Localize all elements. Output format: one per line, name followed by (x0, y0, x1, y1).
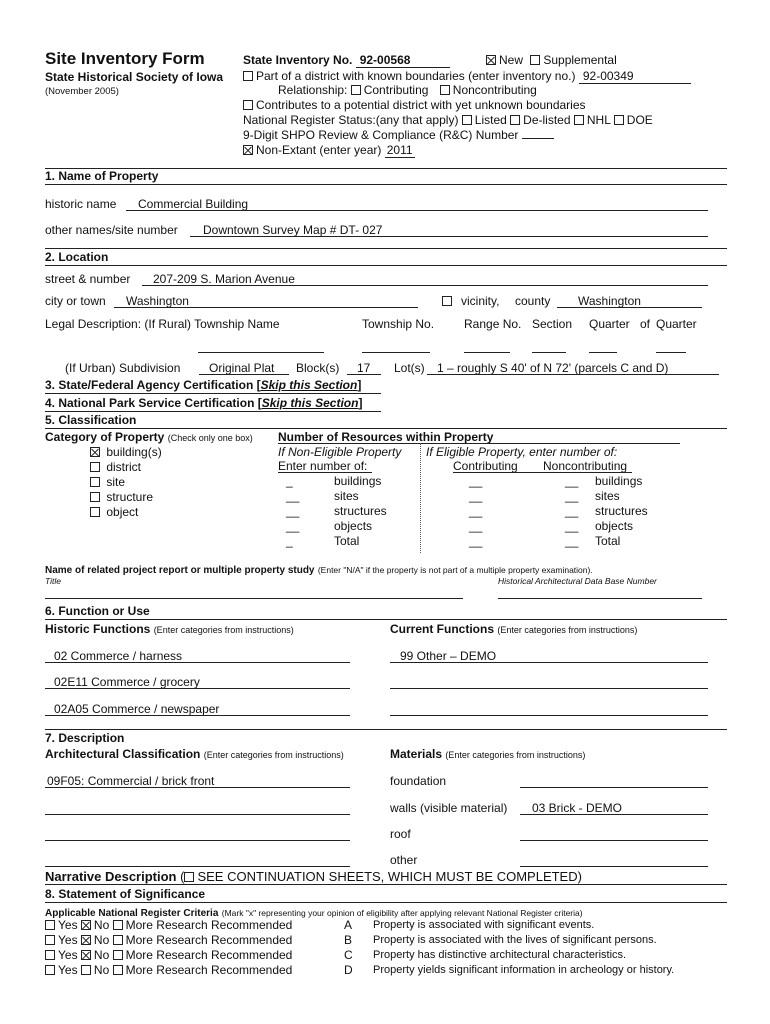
non-eligible-counts[interactable]: _ __ __ __ _ (286, 474, 300, 548)
blocks-value[interactable]: 17 (357, 361, 371, 375)
shpo-number-field[interactable] (522, 138, 554, 139)
noncontributing-counts[interactable]: __ __ __ __ __ (565, 474, 579, 548)
hadb-label: Historical Architectural Data Base Number (498, 576, 657, 586)
potential-district-checkbox[interactable] (243, 100, 253, 110)
criteria-header: Applicable National Register Criteria (Mark "x" representing your opinion of eligibility after applying relevant National Register criteria) (45, 908, 583, 919)
foundation-field[interactable] (520, 787, 708, 788)
category-header: Category of Property (Check only one box) (45, 430, 253, 444)
current-function-2[interactable] (390, 688, 708, 689)
criterion-c-choices[interactable]: Yes No More Research Recommended (45, 948, 292, 963)
district-row: Part of a district with known boundaries (enter inventory no.) 92-00349 (243, 69, 691, 84)
eligible-types: buildings sites structures objects Total (595, 474, 648, 548)
delisted-checkbox[interactable] (510, 115, 520, 125)
roof-label: roof (390, 827, 411, 841)
city-label: city or town (45, 294, 106, 308)
historic-name-value[interactable]: Commercial Building (138, 197, 249, 211)
form-date: (November 2005) (45, 86, 119, 97)
historic-function-1[interactable]: 02 Commerce / harness (54, 649, 183, 663)
vicinity-checkbox[interactable] (442, 296, 452, 306)
range-no-field[interactable] (464, 352, 510, 353)
roof-field[interactable] (520, 840, 708, 841)
category-list (90, 445, 162, 520)
district-checkbox[interactable] (243, 71, 253, 81)
lots-value[interactable]: 1 – roughly S 40' of N 72' (parcels C and D) (437, 361, 669, 375)
arch-class-field-4[interactable] (45, 866, 350, 867)
noncontributing-label: Noncontributing (543, 459, 628, 473)
nr-status-row: National Register Status:(any that apply) Listed De-listed NHL DOE (243, 113, 653, 127)
category-building[interactable]: building(s) (90, 445, 162, 460)
org-name: State Historical Society of Iowa (45, 70, 224, 84)
resources-header: Number of Resources within Property (278, 430, 494, 444)
contributing-checkbox[interactable] (351, 85, 361, 95)
arch-class-header: Architectural Classification (Enter categories from instructions) (45, 747, 344, 761)
category-structure[interactable]: structure (90, 490, 162, 505)
non-extant-row: Non-Extant (enter year) 2011 (243, 143, 415, 158)
section-3-title: 3. State/Federal Agency Certification [Skip this Section] (45, 378, 362, 392)
township-no-field[interactable] (362, 352, 430, 353)
contributing-label: Contributing (453, 459, 518, 473)
new-checkbox[interactable] (486, 55, 496, 65)
criterion-a-choices[interactable]: Yes No More Research Recommended (45, 918, 292, 933)
other-names-label: other names/site number (45, 223, 178, 237)
related-title-field[interactable] (45, 598, 463, 599)
city-value[interactable]: Washington (126, 294, 189, 308)
legal-description-label: Legal Description: (If Rural) Township Name (45, 317, 280, 331)
urban-subdivision-label: (If Urban) Subdivision (65, 361, 181, 375)
quarter-of-field[interactable] (656, 352, 686, 353)
other-field[interactable] (520, 866, 708, 867)
continuation-checkbox[interactable] (184, 872, 194, 882)
arch-class-field-3[interactable] (45, 840, 350, 841)
foundation-label: foundation (390, 774, 447, 788)
arch-class-field-2[interactable] (45, 814, 350, 815)
section-4-title: 4. National Park Service Certification [Skip this Section] (45, 396, 363, 410)
supplemental-checkbox[interactable] (530, 55, 540, 65)
category-object[interactable]: object (90, 505, 162, 520)
walls-value[interactable]: 03 Brick - DEMO (532, 801, 623, 815)
noncontributing-checkbox[interactable] (440, 85, 450, 95)
of-label: of (640, 317, 651, 331)
section-5-title: 5. Classification (45, 413, 137, 427)
new-option[interactable]: New Supplemental (486, 53, 617, 67)
other-label: other (390, 853, 418, 867)
section-1-title: 1. Name of Property (45, 169, 159, 183)
historic-function-3[interactable]: 02A05 Commerce / newspaper (54, 702, 220, 716)
title-label: Title (45, 576, 61, 586)
inventory-number-row (243, 53, 450, 68)
county-label: county (515, 294, 551, 308)
township-no-label: Township No. (362, 317, 435, 331)
nhl-checkbox[interactable] (574, 115, 584, 125)
materials-header: Materials (Enter categories from instructions) (390, 747, 586, 761)
non-eligible-label: If Non-Eligible Property (278, 445, 402, 459)
lots-label: Lot(s) (394, 361, 425, 375)
quarter-label: Quarter (589, 317, 630, 331)
enter-number-label: Enter number of: (278, 459, 368, 473)
category-district[interactable]: district (90, 460, 162, 475)
county-value[interactable]: Washington (578, 294, 641, 308)
current-functions-header: Current Functions (Enter categories from instructions) (390, 622, 638, 636)
subdivision-value[interactable]: Original Plat (209, 361, 275, 375)
non-extant-year[interactable]: 2011 (386, 143, 413, 157)
shpo-row: 9-Digit SHPO Review & Compliance (R&C) Number (243, 128, 554, 142)
section-8-title: 8. Statement of Significance (45, 887, 206, 901)
other-names-value[interactable]: Downtown Survey Map # DT- 027 (203, 223, 383, 237)
township-name-field[interactable] (198, 352, 324, 353)
category-site[interactable]: site (90, 475, 162, 490)
vicinity-option[interactable]: vicinity, (442, 294, 499, 308)
hadb-number-field[interactable] (498, 598, 702, 599)
listed-checkbox[interactable] (462, 115, 472, 125)
section-label: Section (532, 317, 573, 331)
current-function-3[interactable] (390, 715, 708, 716)
potential-row: Contributes to a potential district with yet unknown boundaries (243, 98, 586, 112)
street-value[interactable]: 207-209 S. Marion Avenue (153, 272, 295, 286)
quarter-field[interactable] (589, 352, 617, 353)
criterion-d-choices[interactable]: Yes No More Research Recommended (45, 963, 292, 978)
form-title: Site Inventory Form (45, 49, 205, 68)
historic-name-row: historic name (45, 197, 117, 211)
eligible-label: If Eligible Property, enter number of: (426, 445, 618, 459)
non-eligible-types: buildings sites structures objects Total (334, 474, 387, 548)
inventory-label: State Inventory No. (243, 53, 353, 67)
criteria-letters: A B C D (344, 918, 353, 977)
relationship-row: Relationship: Contributing Noncontributing (278, 83, 537, 97)
criteria-descriptions: Property is associated with significant events. Property is associated with the lives of significant persons. Property has distinctive architectural characteristics. Property yields significant information in archeology or history. (373, 919, 675, 976)
walls-label: walls (visible material) (390, 801, 508, 815)
current-function-1[interactable]: 99 Other – DEMO (400, 649, 497, 663)
street-label: street & number (45, 272, 131, 286)
doe-checkbox[interactable] (614, 115, 624, 125)
criterion-b-choices[interactable]: Yes No More Research Recommended (45, 933, 292, 948)
historic-functions-header: Historic Functions (Enter categories from instructions) (45, 622, 294, 636)
section-2-title: 2. Location (45, 250, 109, 264)
blocks-label: Block(s) (296, 361, 340, 375)
section-6-title: 6. Function or Use (45, 604, 150, 618)
related-study-row: Name of related project report or multiple property study (Enter "N/A" if the property is not part of a multiple property examination). (45, 565, 593, 576)
narrative-description: Narrative Description ( SEE CONTINUATION SHEETS, WHICH MUST BE COMPLETED) (45, 869, 582, 884)
section-field[interactable] (532, 352, 566, 353)
arch-class-value[interactable]: 09F05: Commercial / brick front (47, 774, 215, 788)
criteria-choices (45, 918, 292, 978)
historic-function-2[interactable]: 02E11 Commerce / grocery (54, 675, 200, 689)
district-number[interactable]: 92-00349 (579, 70, 691, 84)
section-7-title: 7. Description (45, 731, 125, 745)
inventory-number[interactable]: 92-00568 (356, 54, 450, 68)
range-no-label: Range No. (464, 317, 522, 331)
non-extant-checkbox[interactable] (243, 145, 253, 155)
quarter-of-label: Quarter (656, 317, 697, 331)
contributing-counts[interactable]: __ __ __ __ __ (469, 474, 483, 548)
